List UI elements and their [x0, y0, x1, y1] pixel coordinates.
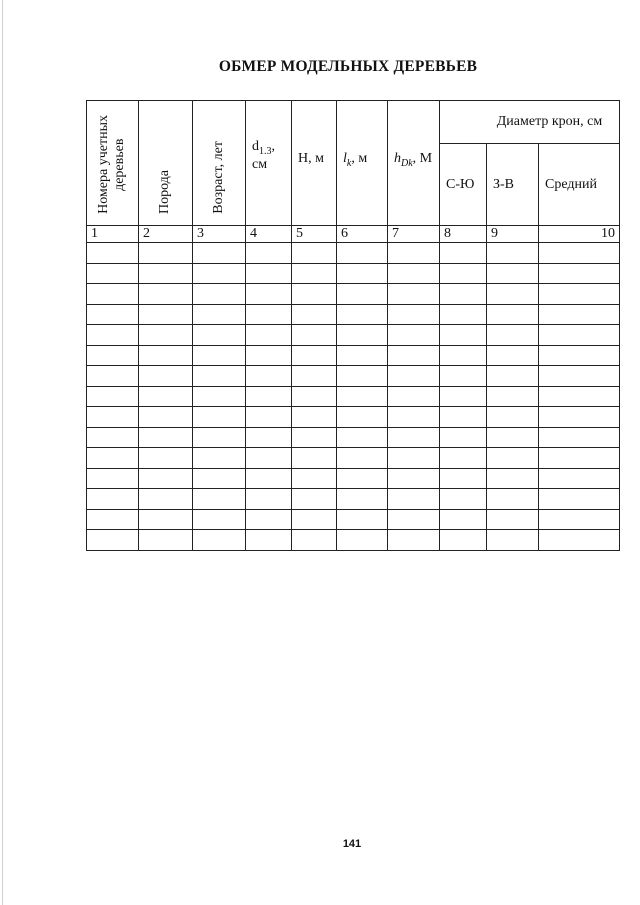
column-number: 3: [193, 226, 246, 243]
table-cell[interactable]: [87, 427, 139, 448]
header-crown-diameter-group: Диаметр крон, см: [440, 101, 620, 144]
table-cell[interactable]: [193, 509, 246, 530]
table-cell[interactable]: [87, 407, 139, 428]
table-cell[interactable]: [139, 345, 193, 366]
table-cell[interactable]: [193, 284, 246, 305]
table-cell[interactable]: [440, 304, 487, 325]
table-cell[interactable]: [292, 407, 337, 428]
table-cell[interactable]: [440, 530, 487, 551]
table-cell[interactable]: [388, 427, 440, 448]
table-cell[interactable]: [246, 304, 292, 325]
table-cell[interactable]: [193, 304, 246, 325]
table-cell[interactable]: [193, 407, 246, 428]
table-cell[interactable]: [388, 325, 440, 346]
table-cell[interactable]: [246, 489, 292, 510]
table-cell[interactable]: [440, 366, 487, 387]
page-title: ОБМЕР МОДЕЛЬНЫХ ДЕРЕВЬЕВ: [218, 58, 478, 75]
table-cell[interactable]: [337, 345, 388, 366]
table-cell[interactable]: [246, 448, 292, 469]
table-cell[interactable]: [193, 468, 246, 489]
table-cell[interactable]: [193, 325, 246, 346]
table-cell[interactable]: [246, 509, 292, 530]
header-tree-numbers: [87, 101, 139, 226]
table-cell[interactable]: [388, 448, 440, 469]
table-cell[interactable]: [337, 386, 388, 407]
column-number: 5: [292, 226, 337, 243]
table-row: [87, 325, 620, 346]
table-cell[interactable]: [193, 345, 246, 366]
table-row: [87, 304, 620, 325]
table-cell[interactable]: [292, 468, 337, 489]
table-cell[interactable]: [487, 366, 539, 387]
table-cell[interactable]: [539, 407, 620, 428]
table-cell[interactable]: [292, 366, 337, 387]
table-cell[interactable]: [292, 386, 337, 407]
table-cell[interactable]: [388, 304, 440, 325]
table-cell[interactable]: [539, 284, 620, 305]
table-cell[interactable]: [337, 304, 388, 325]
table-cell[interactable]: [292, 243, 337, 264]
table-cell[interactable]: [193, 489, 246, 510]
table-cell[interactable]: [440, 284, 487, 305]
table-cell[interactable]: [246, 263, 292, 284]
header-height: Н, м: [292, 101, 337, 226]
table-cell[interactable]: [193, 366, 246, 387]
column-number: 6: [337, 226, 388, 243]
table-cell[interactable]: [337, 448, 388, 469]
table-cell[interactable]: [487, 448, 539, 469]
table-cell[interactable]: [139, 407, 193, 428]
table-row: [87, 509, 620, 530]
table-cell[interactable]: [440, 345, 487, 366]
table-cell[interactable]: [539, 386, 620, 407]
header-tree-numbers-line2: деревьев: [112, 138, 128, 191]
table-cell[interactable]: [193, 243, 246, 264]
table-cell[interactable]: [337, 263, 388, 284]
table-cell[interactable]: [440, 489, 487, 510]
table-row: [87, 263, 620, 284]
table-cell[interactable]: [193, 263, 246, 284]
header-age: Возраст, лет: [193, 101, 246, 226]
table-cell[interactable]: [292, 448, 337, 469]
table-cell[interactable]: [87, 489, 139, 510]
column-number-row: [87, 226, 620, 243]
table-cell[interactable]: [87, 263, 139, 284]
table-cell[interactable]: [440, 509, 487, 530]
table-cell[interactable]: [139, 448, 193, 469]
table-cell[interactable]: [539, 325, 620, 346]
table-cell[interactable]: [487, 386, 539, 407]
table-cell[interactable]: [440, 386, 487, 407]
table-cell[interactable]: [139, 530, 193, 551]
table-cell[interactable]: [440, 448, 487, 469]
table-cell[interactable]: [388, 509, 440, 530]
column-number: 8: [440, 226, 487, 243]
table-cell[interactable]: [337, 509, 388, 530]
table-cell[interactable]: [139, 304, 193, 325]
table-cell[interactable]: [539, 509, 620, 530]
table-cell[interactable]: [193, 386, 246, 407]
table-cell[interactable]: [487, 427, 539, 448]
table-cell[interactable]: [292, 427, 337, 448]
table-cell[interactable]: [539, 243, 620, 264]
table-cell[interactable]: [487, 304, 539, 325]
table-cell[interactable]: [337, 468, 388, 489]
table-cell[interactable]: [539, 304, 620, 325]
table-row: [87, 386, 620, 407]
table-cell[interactable]: [139, 325, 193, 346]
table-cell[interactable]: [246, 345, 292, 366]
column-number: 2: [139, 226, 193, 243]
table-cell[interactable]: [87, 304, 139, 325]
header-row-top: [87, 101, 620, 144]
header-east-west: З-В: [487, 144, 539, 226]
column-number: 10: [539, 226, 620, 243]
table-cell[interactable]: [337, 284, 388, 305]
table-cell[interactable]: [246, 386, 292, 407]
table-cell[interactable]: [388, 345, 440, 366]
table-cell[interactable]: [139, 243, 193, 264]
table-row: [87, 284, 620, 305]
table-cell[interactable]: [388, 386, 440, 407]
table-cell[interactable]: [539, 448, 620, 469]
table-cell[interactable]: [539, 345, 620, 366]
table-row: [87, 427, 620, 448]
table-cell[interactable]: [539, 489, 620, 510]
table-cell[interactable]: [139, 489, 193, 510]
table-cell[interactable]: [388, 489, 440, 510]
table-cell[interactable]: [246, 468, 292, 489]
table-cell[interactable]: [292, 263, 337, 284]
header-species: Порода: [139, 101, 193, 226]
table-cell[interactable]: [487, 489, 539, 510]
table-cell[interactable]: [139, 366, 193, 387]
table-cell[interactable]: [337, 243, 388, 264]
table-cell[interactable]: [337, 489, 388, 510]
table-row: [87, 366, 620, 387]
table-cell[interactable]: [87, 386, 139, 407]
table-cell[interactable]: [539, 366, 620, 387]
table-cell[interactable]: [487, 509, 539, 530]
table-cell[interactable]: [87, 366, 139, 387]
table-cell[interactable]: [337, 530, 388, 551]
table-cell[interactable]: [87, 325, 139, 346]
table-row: [87, 530, 620, 551]
column-number: 9: [487, 226, 539, 243]
table-cell[interactable]: [388, 468, 440, 489]
table-cell[interactable]: [139, 263, 193, 284]
page-edge: [2, 0, 3, 905]
table-cell[interactable]: [139, 509, 193, 530]
table-cell[interactable]: [193, 448, 246, 469]
table-row: [87, 489, 620, 510]
table-cell[interactable]: [292, 284, 337, 305]
table-cell[interactable]: [87, 530, 139, 551]
column-number: 4: [246, 226, 292, 243]
table-cell[interactable]: [539, 530, 620, 551]
table-cell[interactable]: [87, 243, 139, 264]
header-average: Средний: [539, 144, 620, 226]
header-diameter-1-3: $d_{1.3}$, см: [246, 101, 292, 226]
table-cell[interactable]: [388, 263, 440, 284]
header-crown-height: $h_{Dk}$, М: [388, 101, 440, 226]
table-row: [87, 407, 620, 428]
table-cell[interactable]: [292, 345, 337, 366]
table-cell[interactable]: [337, 366, 388, 387]
table-cell[interactable]: [246, 366, 292, 387]
table-cell[interactable]: [487, 243, 539, 264]
table-cell[interactable]: [487, 468, 539, 489]
table-cell[interactable]: [487, 325, 539, 346]
table-cell[interactable]: [388, 530, 440, 551]
header-tree-numbers-line1: Номера учетных: [96, 115, 112, 214]
table-cell[interactable]: [292, 304, 337, 325]
column-number: 1: [87, 226, 139, 243]
table-cell[interactable]: [292, 509, 337, 530]
header-north-south: С-Ю: [440, 144, 487, 226]
table-cell[interactable]: [440, 427, 487, 448]
table-cell[interactable]: [292, 489, 337, 510]
table-cell[interactable]: [440, 243, 487, 264]
table-cell[interactable]: [337, 325, 388, 346]
page-number: 141: [342, 838, 362, 850]
table-cell[interactable]: [487, 407, 539, 428]
table-cell[interactable]: [388, 284, 440, 305]
table-cell[interactable]: [246, 243, 292, 264]
table-cell[interactable]: [246, 530, 292, 551]
table-cell[interactable]: [139, 468, 193, 489]
table-cell[interactable]: [487, 345, 539, 366]
table-cell[interactable]: [539, 468, 620, 489]
table-cell[interactable]: [87, 284, 139, 305]
table-cell[interactable]: [193, 530, 246, 551]
table-cell[interactable]: [487, 284, 539, 305]
table-row: [87, 468, 620, 489]
table-cell[interactable]: [87, 448, 139, 469]
table-cell[interactable]: [292, 325, 337, 346]
table-cell[interactable]: [487, 263, 539, 284]
table-cell[interactable]: [139, 427, 193, 448]
table-cell[interactable]: [388, 407, 440, 428]
data-rows: [87, 243, 620, 551]
table-cell[interactable]: [246, 407, 292, 428]
table-cell[interactable]: [87, 345, 139, 366]
table-cell[interactable]: [246, 427, 292, 448]
table-cell[interactable]: [388, 366, 440, 387]
table-cell[interactable]: [139, 386, 193, 407]
header-crown-length: $l_k$, м: [337, 101, 388, 226]
table-cell[interactable]: [440, 263, 487, 284]
measurement-table: [86, 100, 620, 551]
table-cell[interactable]: [487, 530, 539, 551]
table-cell[interactable]: [539, 427, 620, 448]
table-cell[interactable]: [87, 468, 139, 489]
table-cell[interactable]: [440, 407, 487, 428]
table-cell[interactable]: [337, 407, 388, 428]
table-row: [87, 448, 620, 469]
table-cell[interactable]: [337, 427, 388, 448]
table-cell[interactable]: [193, 427, 246, 448]
table-row: [87, 345, 620, 366]
table-cell[interactable]: [246, 284, 292, 305]
table-cell[interactable]: [139, 284, 193, 305]
table-cell[interactable]: [292, 530, 337, 551]
table-cell[interactable]: [440, 468, 487, 489]
table-cell[interactable]: [87, 509, 139, 530]
table-cell[interactable]: [388, 243, 440, 264]
table-cell[interactable]: [440, 325, 487, 346]
column-number: 7: [388, 226, 440, 243]
table-cell[interactable]: [539, 263, 620, 284]
table-cell[interactable]: [246, 325, 292, 346]
table-row: [87, 243, 620, 264]
